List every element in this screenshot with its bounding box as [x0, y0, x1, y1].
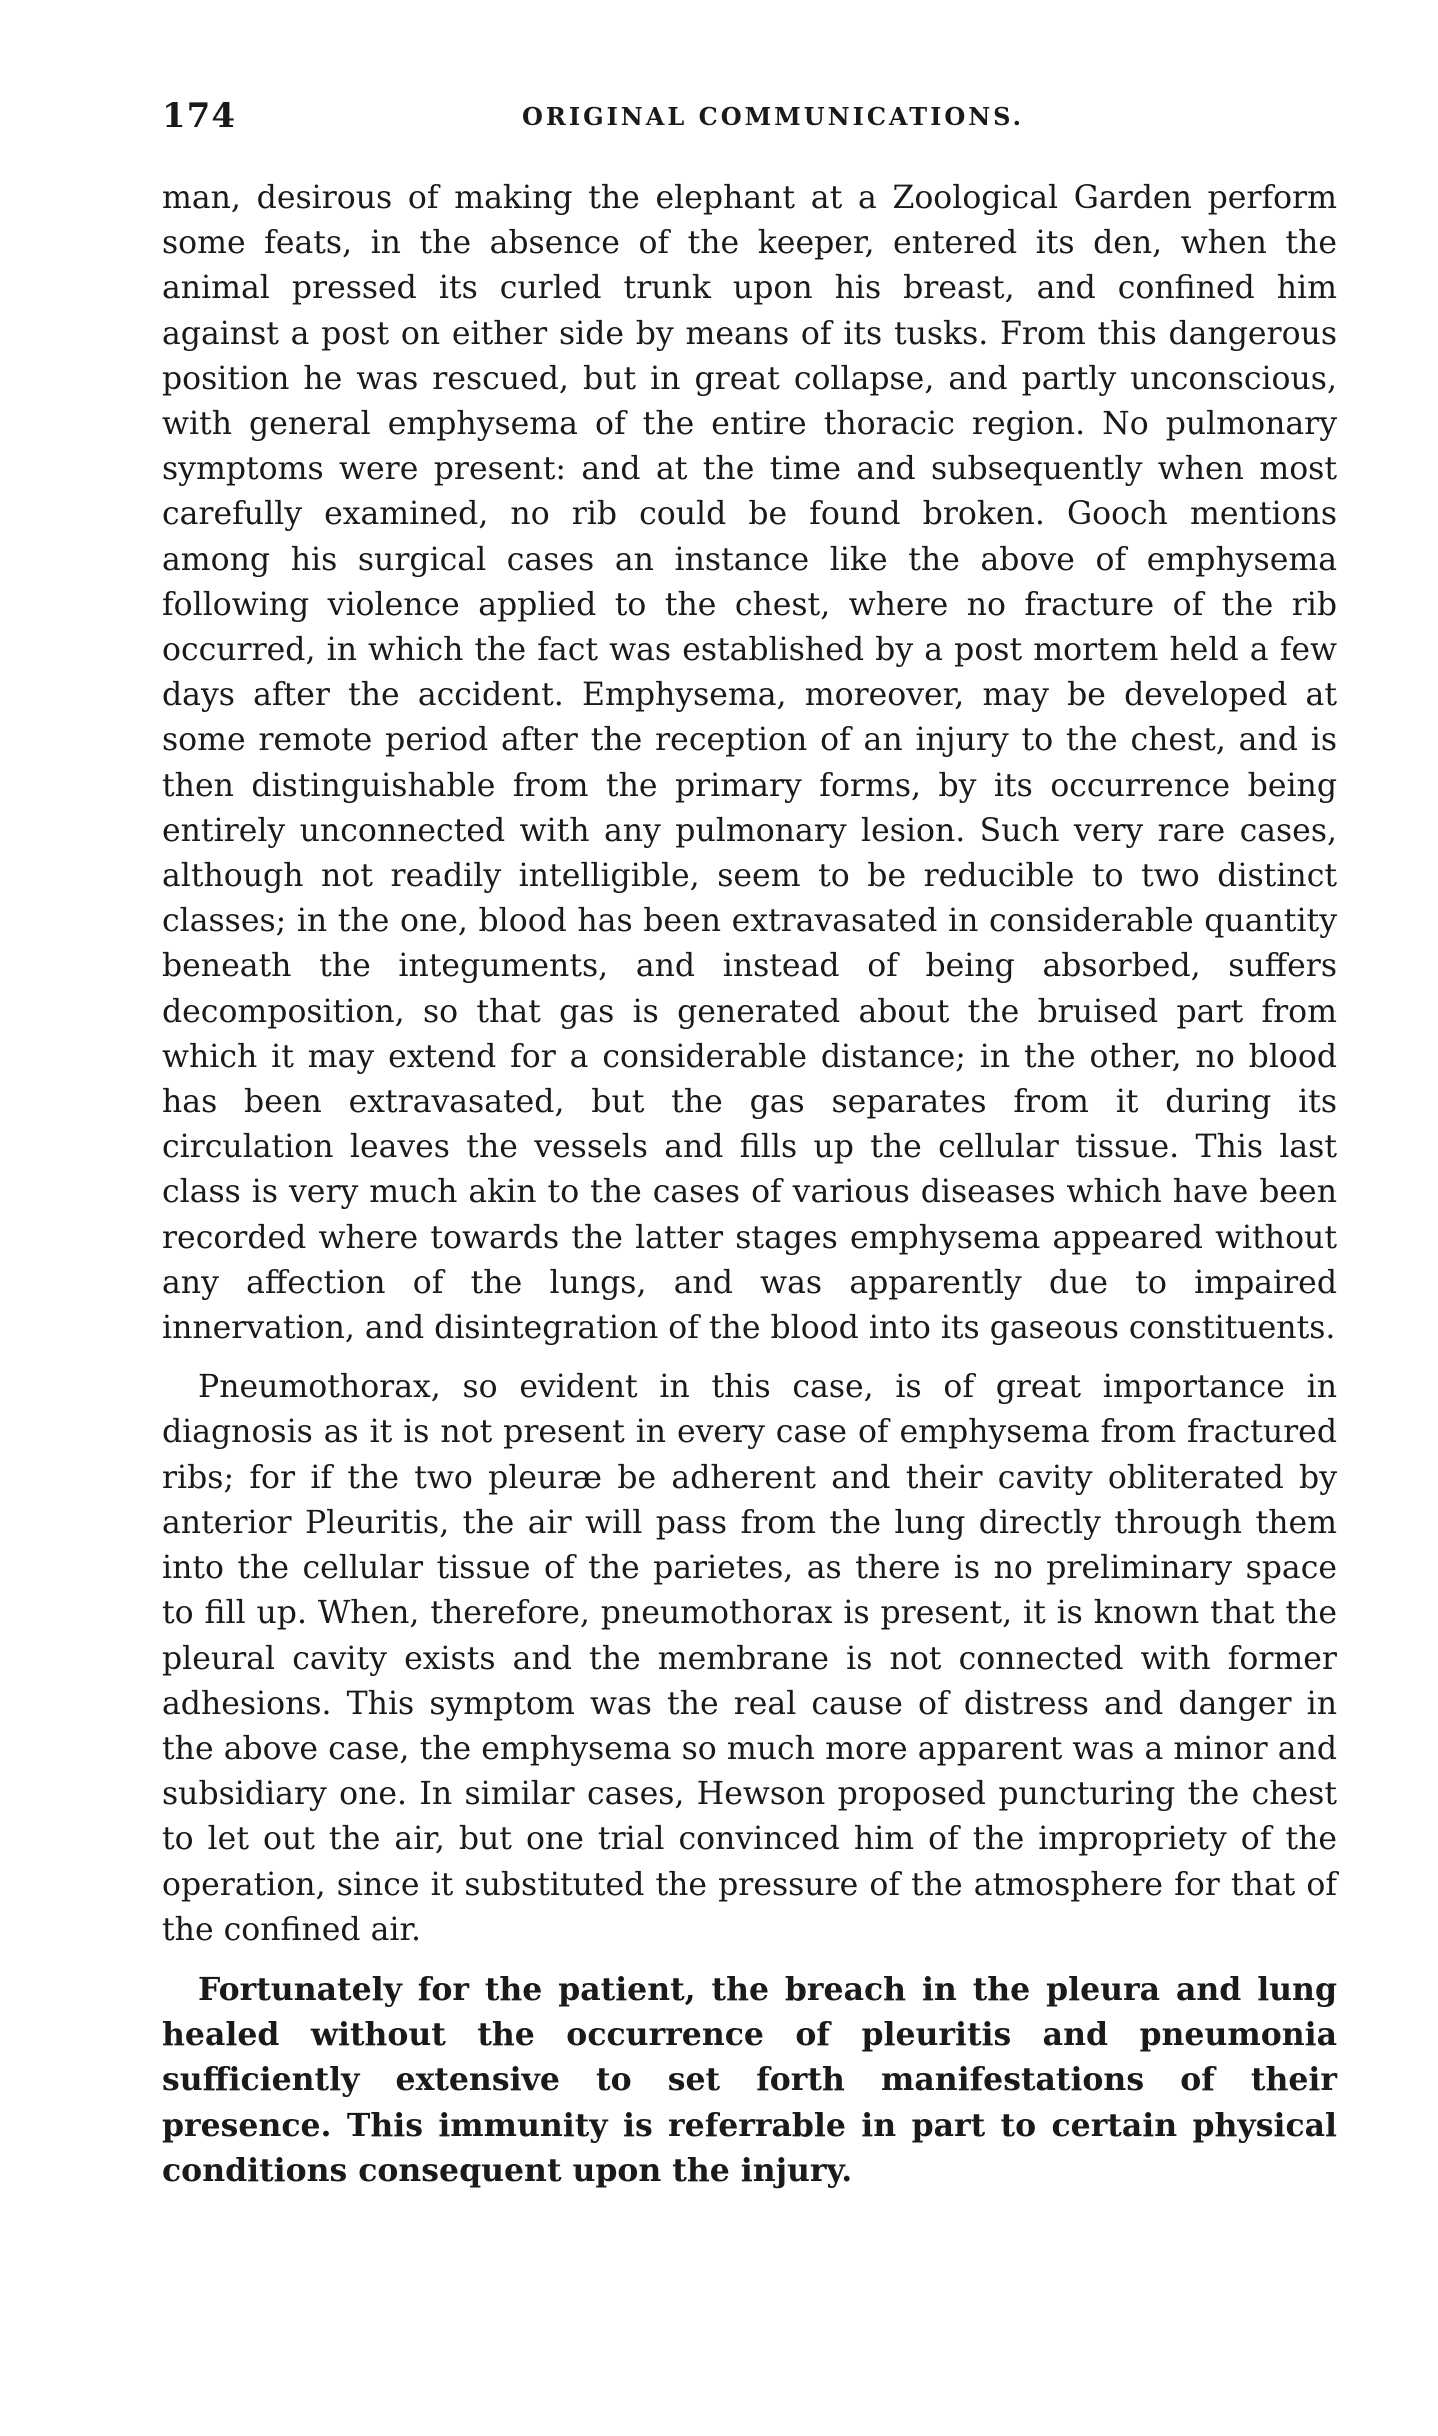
paragraph-emphysema-cases: man, desirous of making the elephant at a Zoological Garden perform some feats, in the absence of the keeper, entered its den, when the animal pressed its curled trunk upon his breast, and confined him against a post on either side by means of its tusks. From this dangerous position he was rescued, but in great collapse, and partly unconscious, with general emphysema of the entire thoracic region. No pulmonary symptoms were present: and at the time and subsequently when most carefully examined, no rib could be found broken. Gooch mentions among his surgical cases an instance like the above of emphysema following violence applied to the chest, where no fracture of the rib occurred, in which the fact was established by a post mortem held a few days after the accident. Emphysema, moreover, may be developed at some remote period after the reception of an injury to the chest, and is then distinguishable from the primary forms, by its occurrence being entirely unconnected with any pulmonary lesion. Such very rare cases, although not readily intelligible, seem to be reducible to two distinct classes; in the one, blood has been extravasated in considerable quantity beneath the integuments, and instead of being absorbed, suffers decomposition, so that gas is generated about the bruised part from which it may extend for a considerable distance; in the other, no blood has been extravasated, but the gas separates from it during its circulation leaves the vessels and fills up the cellular tissue. This last class is very much akin to the cases of various diseases which have been recorded where towards the latter stages emphysema appeared without any affection of the lungs, and was apparently due to impaired innervation, and disintegration of the blood into its gaseous constituents.: [162, 180, 1337, 1347]
running-head: [162, 96, 1342, 140]
paragraph-recovery: Fortunately for the patient, the breach in the pleura and lung healed without the occurrence of pleuritis and pneumonia sufficiently extensive to set forth manifestations of their presence. This immunity is referrable in part to certain physical conditions consequent upon the injury.: [162, 1970, 1337, 2189]
body-text: [162, 176, 1337, 2193]
page-number: 174: [162, 96, 236, 136]
section-title: ORIGINAL COMMUNICATIONS.: [522, 102, 1024, 131]
paragraph-pneumothorax: Pneumothorax, so evident in this case, is of great importance in diagnosis as it is not present in every case of emphysema from fractured ribs; for if the two pleuræ be adherent and their cavity obliterated by anterior Pleuritis, the air will pass from the lung directly through them into the cellular tissue of the parietes, as there is no preliminary space to fill up. When, therefore, pneumothorax is present, it is known that the pleural cavity exists and the membrane is not connected with former adhesions. This symptom was the real cause of distress and danger in the above case, the emphysema so much more apparent was a minor and subsidiary one. In similar cases, Hewson proposed puncturing the chest to let out the air, but one trial convinced him of the impropriety of the operation, since it substituted the pressure of the atmosphere for that of the confined air.: [162, 1369, 1337, 1948]
